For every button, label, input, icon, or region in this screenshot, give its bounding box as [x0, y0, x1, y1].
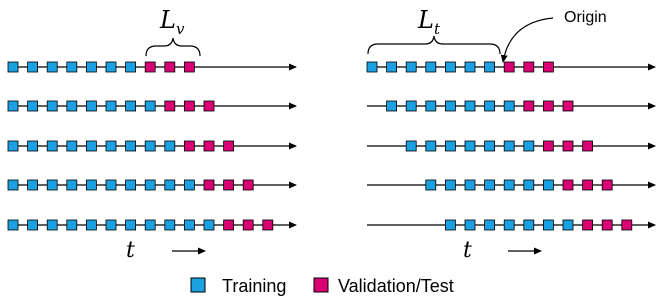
- right-time-label: t: [463, 238, 472, 263]
- origin-label: Origin: [564, 9, 607, 26]
- left-row3-training-point: [47, 141, 57, 151]
- right-row4-training-point: [485, 180, 495, 190]
- right-row2-training-point: [387, 101, 397, 111]
- left-row5-test-point: [263, 220, 273, 230]
- right-row5-training-point: [524, 220, 534, 230]
- right-row1-training-point: [485, 62, 495, 72]
- right-row4-test-point: [563, 180, 573, 190]
- legend-test-swatch: [314, 278, 328, 292]
- right-row5-training-point: [563, 220, 573, 230]
- left-row4-training-point: [184, 180, 194, 190]
- left-row1-test-point: [165, 62, 175, 72]
- left-row1-test-point: [145, 62, 155, 72]
- left-row5-training-point: [86, 220, 96, 230]
- right-row2-test-point: [543, 101, 553, 111]
- left-row2-training-point: [86, 101, 96, 111]
- left-row5-test-point: [243, 220, 253, 230]
- left-row2-test-point: [204, 101, 214, 111]
- left-row3-training-point: [8, 141, 18, 151]
- left-row1-test-point: [184, 62, 194, 72]
- left-row5-training-point: [184, 220, 194, 230]
- right-row3-test-point: [583, 141, 593, 151]
- right-row3-training-point: [406, 141, 416, 151]
- right-row1-test-point: [543, 62, 553, 72]
- left-row4-training-point: [8, 180, 18, 190]
- right-row5-test-point: [583, 220, 593, 230]
- right-row3-training-point: [426, 141, 436, 151]
- left-row5-test-point: [224, 220, 234, 230]
- right-row3-test-point: [563, 141, 573, 151]
- left-row1-training-point: [86, 62, 96, 72]
- left-row4-training-point: [47, 180, 57, 190]
- right-row3-training-point: [465, 141, 475, 151]
- right-row2-training-point: [485, 101, 495, 111]
- left-row3-training-point: [67, 141, 77, 151]
- right-row5-test-point: [622, 220, 632, 230]
- right-row4-test-point: [583, 180, 593, 190]
- right-row3-training-point: [524, 141, 534, 151]
- left-row4-test-point: [204, 180, 214, 190]
- left-row2-test-point: [184, 101, 194, 111]
- left-row4-training-point: [28, 180, 38, 190]
- left-row4-test-point: [243, 180, 253, 190]
- left-row2-training-point: [126, 101, 136, 111]
- right-panel-rows: [367, 62, 655, 230]
- left-row4-training-point: [106, 180, 116, 190]
- right-row1-training-point: [426, 62, 436, 72]
- left-row1-training-point: [67, 62, 77, 72]
- left-row3-training-point: [145, 141, 155, 151]
- left-row5-training-point: [126, 220, 136, 230]
- left-row5-training-point: [106, 220, 116, 230]
- right-row4-training-point: [426, 180, 436, 190]
- left-row1-training-point: [28, 62, 38, 72]
- right-row4-training-point: [543, 180, 553, 190]
- left-row5-training-point: [204, 220, 214, 230]
- right-row2-training-point: [426, 101, 436, 111]
- left-row4-training-point: [67, 180, 77, 190]
- right-row3-training-point: [445, 141, 455, 151]
- right-row3-test-point: [543, 141, 553, 151]
- left-row3-training-point: [28, 141, 38, 151]
- right-row4-test-point: [602, 180, 612, 190]
- left-row5-training-point: [8, 220, 18, 230]
- legend: [191, 276, 454, 296]
- right-row3-training-point: [504, 141, 514, 151]
- right-row2-test-point: [524, 101, 534, 111]
- right-row4-training-point: [445, 180, 455, 190]
- right-row1-training-point: [445, 62, 455, 72]
- left-brace-label: $L_v$: [160, 6, 185, 38]
- left-row2-training-point: [67, 101, 77, 111]
- left-row4-test-point: [224, 180, 234, 190]
- left-row4-training-point: [145, 180, 155, 190]
- right-row1-test-point: [504, 62, 514, 72]
- left-row5-training-point: [47, 220, 57, 230]
- right-row1-training-point: [367, 62, 377, 72]
- left-row5-training-point: [67, 220, 77, 230]
- right-row3-training-point: [485, 141, 495, 151]
- left-row2-training-point: [145, 101, 155, 111]
- left-row2-training-point: [47, 101, 57, 111]
- right-brace-label: $L_t$: [418, 6, 440, 38]
- right-row5-training-point: [504, 220, 514, 230]
- left-brace: [146, 38, 200, 56]
- right-row5-test-point: [602, 220, 612, 230]
- origin-pointer: [503, 18, 553, 62]
- right-row2-training-point: [445, 101, 455, 111]
- left-row5-training-point: [165, 220, 175, 230]
- right-row5-training-point: [543, 220, 553, 230]
- left-panel-rows: [8, 62, 296, 230]
- right-row4-training-point: [524, 180, 534, 190]
- left-row2-training-point: [28, 101, 38, 111]
- right-row5-training-point: [465, 220, 475, 230]
- left-row3-test-point: [204, 141, 214, 151]
- right-brace: [368, 36, 500, 54]
- left-row3-training-point: [126, 141, 136, 151]
- right-row2-training-point: [504, 101, 514, 111]
- right-row2-training-point: [406, 101, 416, 111]
- right-row1-training-point: [387, 62, 397, 72]
- left-row5-training-point: [145, 220, 155, 230]
- left-row2-test-point: [165, 101, 175, 111]
- legend-test-label: Validation/Test: [338, 276, 454, 296]
- left-row4-training-point: [86, 180, 96, 190]
- right-row5-training-point: [485, 220, 495, 230]
- left-row2-training-point: [8, 101, 18, 111]
- legend-training-label: Training: [222, 276, 287, 296]
- right-row5-training-point: [445, 220, 455, 230]
- left-row1-training-point: [126, 62, 136, 72]
- left-row4-training-point: [126, 180, 136, 190]
- left-time-label: t: [126, 238, 135, 263]
- left-row3-training-point: [106, 141, 116, 151]
- left-row2-training-point: [106, 101, 116, 111]
- left-row1-training-point: [8, 62, 18, 72]
- right-row2-training-point: [465, 101, 475, 111]
- left-row3-training-point: [165, 141, 175, 151]
- left-row3-training-point: [86, 141, 96, 151]
- right-row1-training-point: [406, 62, 416, 72]
- left-row3-test-point: [224, 141, 234, 151]
- right-row4-training-point: [465, 180, 475, 190]
- left-row4-training-point: [165, 180, 175, 190]
- left-row5-training-point: [28, 220, 38, 230]
- legend-training-swatch: [191, 278, 205, 292]
- right-row1-test-point: [524, 62, 534, 72]
- left-row1-training-point: [47, 62, 57, 72]
- right-row1-training-point: [465, 62, 475, 72]
- right-row4-training-point: [504, 180, 514, 190]
- left-row3-test-point: [184, 141, 194, 151]
- right-row2-test-point: [563, 101, 573, 111]
- left-row1-training-point: [106, 62, 116, 72]
